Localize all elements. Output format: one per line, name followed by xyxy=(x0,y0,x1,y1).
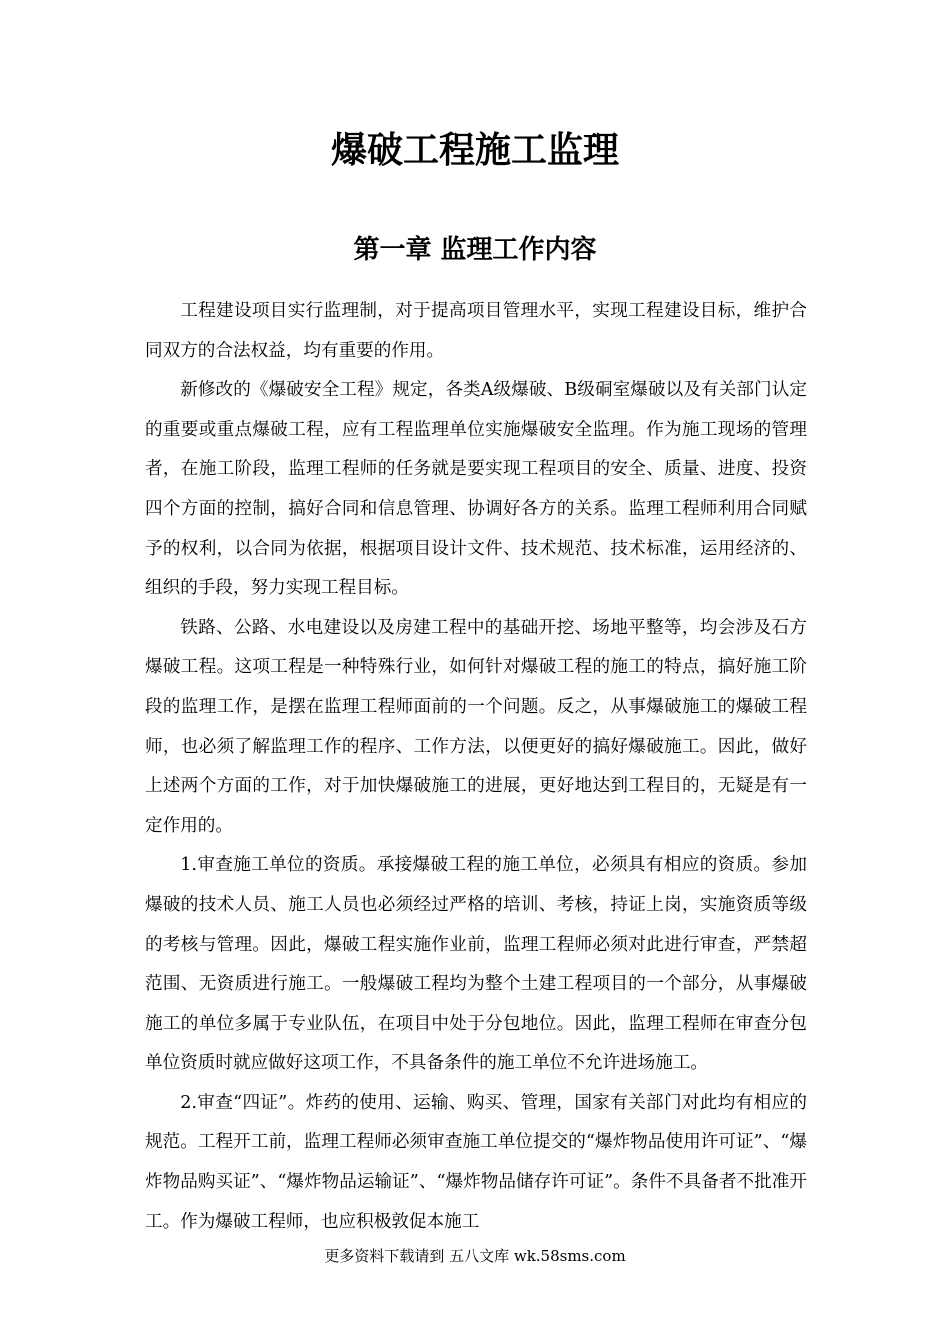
paragraph-regulation: 新修改的《爆破安全工程》规定，各类A级爆破、B级硐室爆破以及有关部门认定的重要或重点爆破工程，应有工程监理单位实施爆破安全监理。作为施工现场的管理者，在施工阶段，监理工程师的任务就是要实现工程项目的安全、质量、进度、投资四个方面的控制，搞好合同和信息管理、协调好各方的关系。监理工程师利用合同赋予的权利，以合同为依据，根据项目设计文件、技术规范、技术标准，运用经济的、组织的手段，努力实现工程目标。 xyxy=(145,380,807,599)
paragraph-item-1: 1.审查施工单位的资质。承接爆破工程的施工单位，必须具有相应的资质。参加爆破的技术人员、施工人员也必须经过严格的培训、考核，持证上岗，实施资质等级的考核与管理。因此，爆破工程实施作业前，监理工程师必须对此进行审查，严禁超范围、无资质进行施工。一般爆破工程均为整个土建工程项目的一个部分，从事爆破施工的单位多属于专业队伍，在项目中处于分包地位。因此，监理工程师在审查分包单位资质时就应做好这项工作，不具备条件的施工单位不允许进场施工。 xyxy=(145,855,807,1074)
document-body xyxy=(145,292,807,1242)
chapter-title: 第一章 监理工作内容 xyxy=(353,235,597,265)
footer-download-note: 更多资料下载请到 五八文库 wk.58sms.com xyxy=(324,1247,626,1265)
document-title: 爆破工程施工监理 xyxy=(330,129,619,171)
paragraph-background: 铁路、公路、水电建设以及房建工程中的基础开挖、场地平整等，均会涉及石方爆破工程。这项工程是一种特殊行业，如何针对爆破工程的施工的特点，搞好施工阶段的监理工作，是摆在监理工程师面前的一个问题。反之，从事爆破施工的爆破工程师，也必须了解监理工作的程序、工作方法，以便更好的搞好爆破施工。因此，做好上述两个方面的工作，对于加快爆破施工的进展，更好地达到工程目的，无疑是有一定作用的。 xyxy=(145,617,807,836)
paragraph-intro: 工程建设项目实行监理制，对于提高项目管理水平，实现工程建设目标，维护合同双方的合法权益，均有重要的作用。 xyxy=(145,301,807,361)
paragraph-item-2: 2.审查“四证”。炸药的使用、运输、购买、管理，国家有关部门对此均有相应的规范。工程开工前，监理工程师必须审查施工单位提交的“爆炸物品使用许可证”、“爆炸物品购买证”、“爆炸物品运输证”、“爆炸物品储存许可证”。条件不具备者不批准开工。作为爆破工程师，也应积极敦促本施工 xyxy=(145,1092,807,1232)
